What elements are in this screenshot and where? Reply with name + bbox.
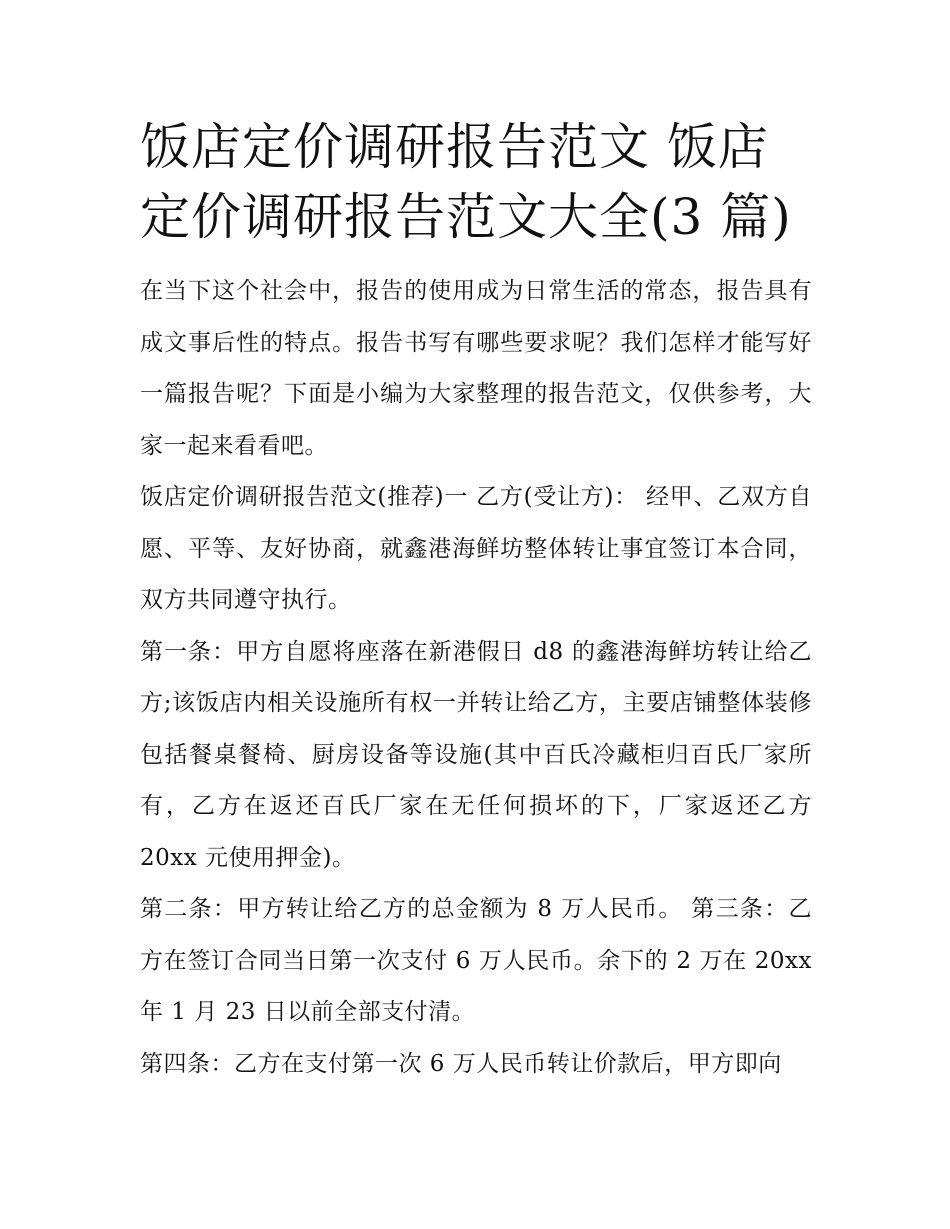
document-body xyxy=(140,266,812,1090)
paragraph-article-1: 第一条：甲方自愿将座落在新港假日 d8 的鑫港海鲜坊转让给乙方;该饭店内相关设施所有权一并转让给乙方，主要店铺整体装修包括餐桌餐椅、厨房设备等设施(其中百氏冷藏柜归百氏厂家所有，乙方在返还百氏厂家在无任何损坏的下，厂家返还乙方 20xx 元使用押金)。 xyxy=(140,638,812,871)
paragraph-intro: 在当下这个社会中，报告的使用成为日常生活的常态，报告具有成文事后性的特点。报告书写有哪些要求呢？我们怎样才能写好一篇报告呢？下面是小编为大家整理的报告范文，仅供参考，大家一起来看看吧。 xyxy=(140,278,812,459)
paragraph-parties: 饭店定价调研报告范文(推荐)一 乙方(受让方)： 经甲、乙双方自愿、平等、友好协商，就鑫港海鲜坊整体转让事宜签订本合同，双方共同遵守执行。 xyxy=(140,484,812,613)
paragraph-article-2-3: 第二条：甲方转让给乙方的总金额为 8 万人民币。 第三条：乙方在签订合同当日第一次支付 6 万人民币。余下的 2 万在 20xx 年 1 月 23 日以前全部支付清。 xyxy=(140,896,812,1025)
paragraph-article-4: 第四条：乙方在支付第一次 6 万人民币转让价款后，甲方即向 xyxy=(140,1050,782,1077)
document-page xyxy=(140,112,812,1090)
document-title: 饭店定价调研报告范文 饭店定价调研报告范文大全(3 篇) xyxy=(140,118,792,246)
